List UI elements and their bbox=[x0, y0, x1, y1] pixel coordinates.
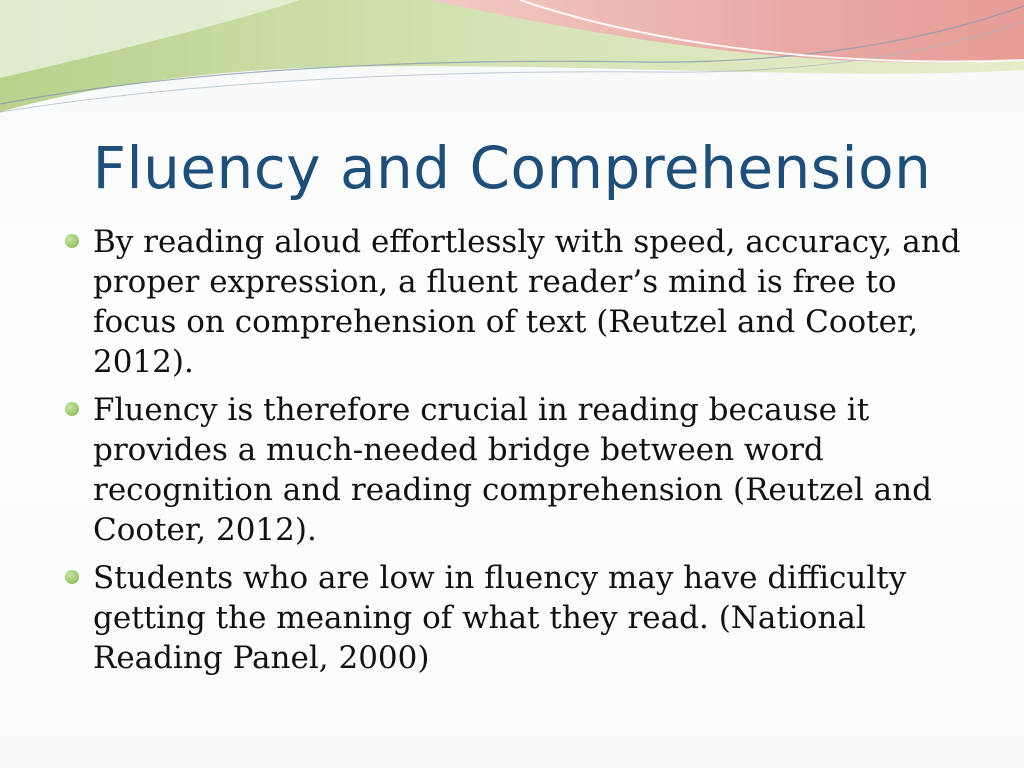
bullet-dot-icon bbox=[65, 402, 79, 416]
bullet-dot-icon bbox=[65, 570, 79, 584]
slide-title: Fluency and Comprehension bbox=[92, 134, 932, 202]
bullet-text: Fluency is therefore crucial in reading because it provides a much-needed bridge between word recognition and reading comprehension (Reutzel and Cooter, 2012). bbox=[93, 392, 932, 548]
bullet-text: By reading aloud effortlessly with speed, accuracy, and proper expression, a fluent reader’s mind is free to focus on comprehension of text (Reutzel and Cooter, 2012). bbox=[93, 224, 961, 380]
decorative-swoosh-header bbox=[0, 0, 1024, 130]
bullet-item bbox=[62, 390, 962, 550]
bullet-dot-icon bbox=[65, 234, 79, 248]
bullet-list bbox=[62, 222, 962, 686]
bullet-text: Students who are low in fluency may have difficulty getting the meaning of what they read. (National Reading Panel, 2000) bbox=[93, 560, 907, 676]
bullet-item bbox=[62, 222, 962, 382]
bullet-item bbox=[62, 558, 962, 678]
